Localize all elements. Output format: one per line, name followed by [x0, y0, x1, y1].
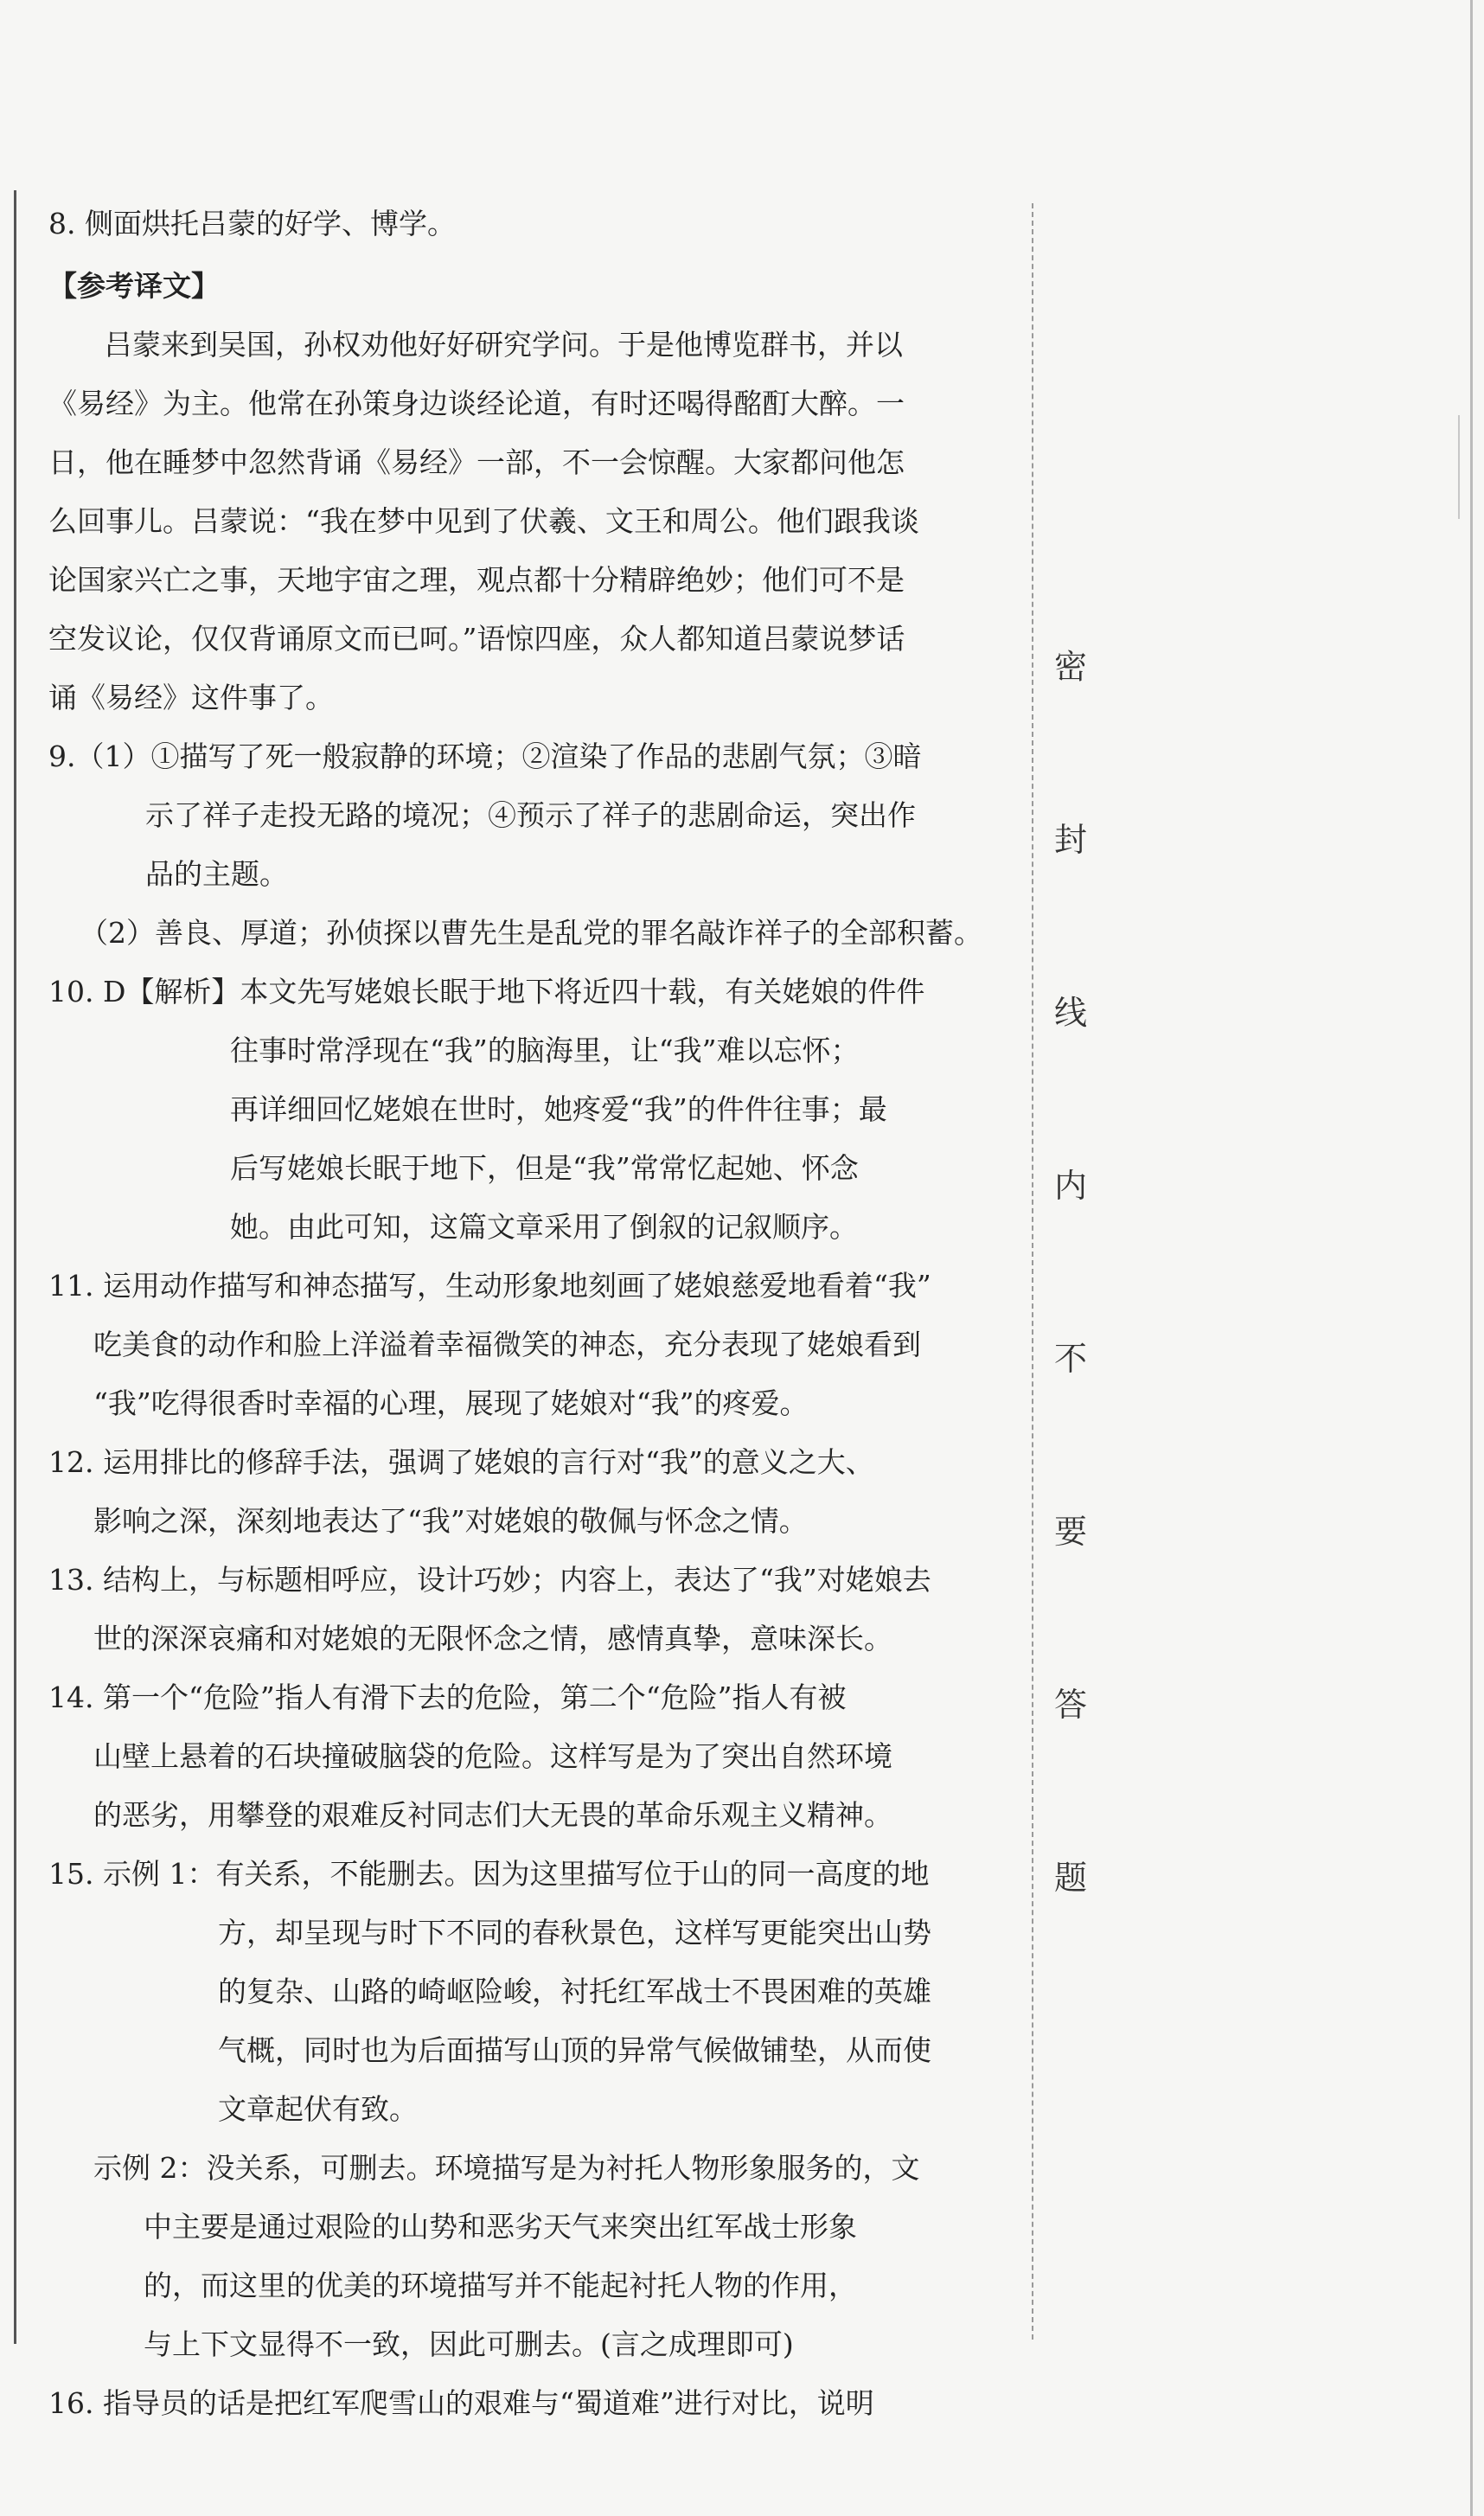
answer-line: 世的深深哀痛和对姥娘的无限怀念之情，感情真挚，意味深长。 — [93, 1622, 892, 1655]
answer-line: 的复杂、山路的崎岖险峻，衬托红军战士不畏困难的英雄 — [218, 1975, 931, 2008]
answer-line: 10. D【解析】本文先写姥娘长眠于地下将近四十载，有关姥娘的件件 — [48, 975, 925, 1008]
answer-line: 的，而这里的优美的环境描写并不能起衬托人物的作用， — [144, 2269, 857, 2302]
translation-line: 诵《易经》这件事了。 — [48, 681, 334, 714]
answer-line: “我”吃得很香时幸福的心理，展现了姥娘对“我”的疼爱。 — [93, 1386, 809, 1420]
answer-15 — [48, 1845, 1000, 2374]
answer-line: 后写姥娘长眠于地下，但是“我”常常忆起她、怀念 — [230, 1151, 859, 1185]
answer-8: 8. 侧面烘托吕蒙的好学、博学。 — [48, 207, 456, 240]
answer-14 — [48, 1668, 1000, 1845]
answer-line: 影响之深，深刻地表达了“我”对姥娘的敬佩与怀念之情。 — [93, 1504, 808, 1538]
left-margin-rule — [14, 190, 16, 2344]
answer-10 — [48, 963, 1000, 1257]
answer-line: 示了祥子走投无路的境况；④预示了祥子的悲剧命运，突出作 — [145, 798, 916, 832]
answer-line: 的恶劣，用攀登的艰难反衬同志们大无畏的革命乐观主义精神。 — [93, 1798, 892, 1832]
seal-char: 答 — [1053, 1686, 1087, 1724]
translation-block — [48, 316, 1000, 727]
seal-char: 密 — [1053, 648, 1087, 686]
seal-char: 内 — [1053, 1167, 1087, 1205]
page-edge-mark — [1458, 415, 1460, 519]
translation-line: 吕蒙来到吴国，孙权劝他好好研究学问。于是他博览群书，并以 — [104, 328, 903, 362]
answer-line: 品的主题。 — [145, 857, 288, 891]
translation-line: 么回事儿。吕蒙说：“我在梦中见到了伏羲、文王和周公。他们跟我谈 — [48, 504, 919, 538]
seal-char: 线 — [1053, 994, 1087, 1032]
answer-line: 方，却呈现与时下不同的春秋景色，这样写更能突出山势 — [218, 1916, 931, 1949]
answer-line: 文章起伏有致。 — [218, 2092, 418, 2126]
answer-11 — [48, 1257, 1000, 1433]
translation-line: 空发议论，仅仅背诵原文而已呵。”语惊四座，众人都知道吕蒙说梦话 — [48, 622, 905, 656]
seal-char: 不 — [1053, 1340, 1087, 1378]
answer-13 — [48, 1551, 1000, 1668]
answer-line: 15. 示例 1：有关系，不能删去。因为这里描写位于山的同一高度的地 — [48, 1857, 930, 1891]
answer-9 — [48, 727, 1000, 963]
answer-line: （2）善良、厚道；孙侦探以曹先生是乱党的罪名敲诈祥子的全部积蓄。 — [80, 916, 982, 950]
translation-line: 《易经》为主。他常在孙策身边谈经论道，有时还喝得酩酊大醉。一 — [48, 387, 905, 420]
seal-dashed-line — [1032, 203, 1033, 2340]
answer-line: 与上下文显得不一致，因此可删去。(言之成理即可) — [144, 2327, 794, 2361]
translation-line: 日，他在睡梦中忽然背诵《易经》一部，不一会惊醒。大家都问他怎 — [48, 445, 905, 479]
answer-line: 16. 指导员的话是把红军爬雪山的艰难与“蜀道难”进行对比，说明 — [48, 2386, 874, 2420]
answer-line: 12. 运用排比的修辞手法，强调了姥娘的言行对“我”的意义之大、 — [48, 1445, 874, 1479]
reference-translation-heading: 【参考译文】 — [48, 269, 220, 303]
answer-line: 往事时常浮现在“我”的脑海里，让“我”难以忘怀； — [230, 1034, 860, 1067]
answer-line: 中主要是通过艰险的山势和恶劣天气来突出红军战士形象 — [144, 2210, 857, 2244]
answer-line: 示例 2：没关系，可删去。环境描写是为衬托人物形象服务的，文 — [93, 2151, 920, 2185]
answer-line: 11. 运用动作描写和神态描写，生动形象地刻画了姥娘慈爱地看着“我” — [48, 1269, 931, 1303]
answer-line: 吃美食的动作和脸上洋溢着幸福微笑的神态，充分表现了姥娘看到 — [93, 1328, 921, 1361]
seal-char: 封 — [1053, 821, 1087, 859]
answer-line: 14. 第一个“危险”指人有滑下去的危险，第二个“危险”指人有被 — [48, 1681, 847, 1714]
page-edge — [1470, 0, 1473, 2516]
answer-12 — [48, 1433, 1000, 1551]
seal-char: 要 — [1053, 1513, 1087, 1551]
answer-line: 气概，同时也为后面描写山顶的异常气候做铺垫，从而使 — [218, 2033, 931, 2067]
answer-line: 再详细回忆姥娘在世时，她疼爱“我”的件件往事；最 — [230, 1092, 887, 1126]
seal-char: 题 — [1053, 1859, 1087, 1897]
answer-line: 9.（1）①描写了死一般寂静的环境；②渲染了作品的悲剧气氛；③暗 — [48, 739, 922, 773]
answer-content — [48, 195, 1000, 2433]
answer-line: 山壁上悬着的石块撞破脑袋的危险。这样写是为了突出自然环境 — [93, 1739, 892, 1773]
answer-line: 她。由此可知，这篇文章采用了倒叙的记叙顺序。 — [230, 1210, 858, 1244]
answer-line: 13. 结构上，与标题相呼应，设计巧妙；内容上，表达了“我”对姥娘去 — [48, 1563, 931, 1597]
answer-16 — [48, 2374, 1000, 2433]
translation-line: 论国家兴亡之事，天地宇宙之理，观点都十分精辟绝妙；他们可不是 — [48, 563, 905, 597]
